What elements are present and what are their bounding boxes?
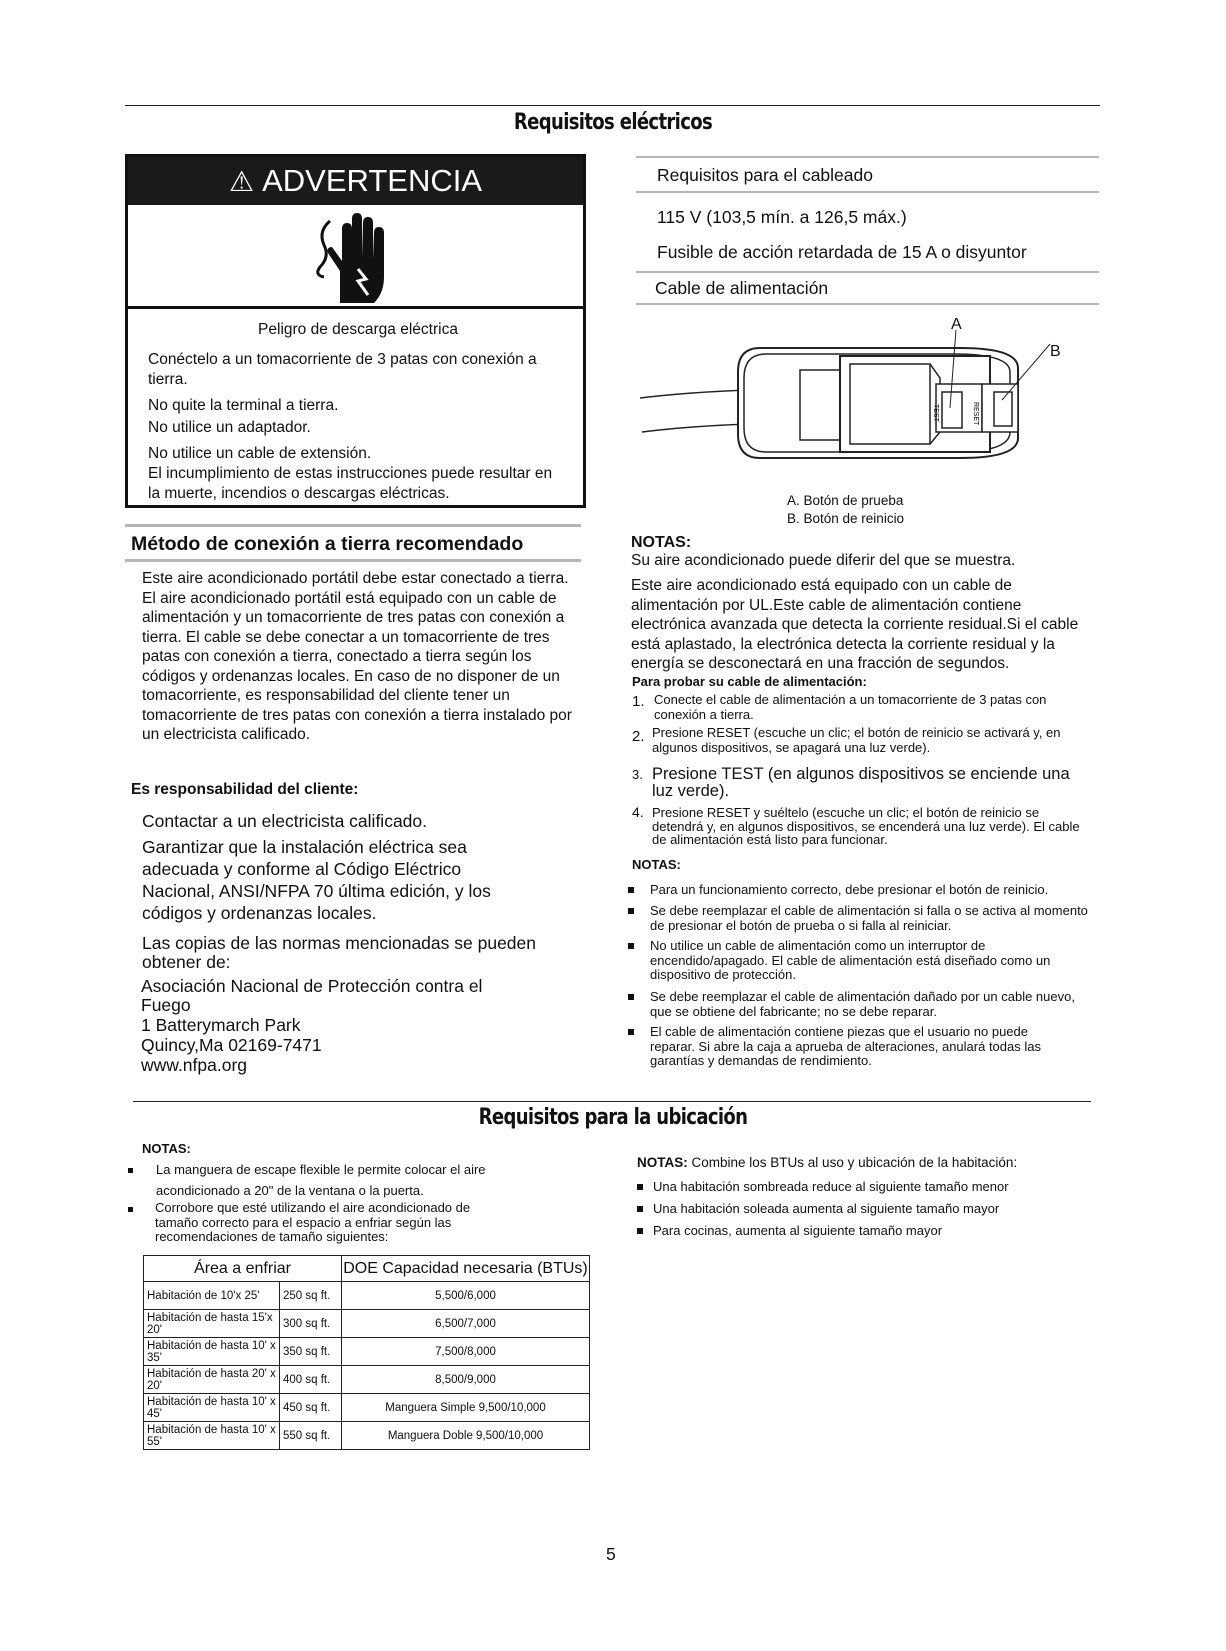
fuse-text: Fusible de acción retardada de 15 A o disyuntor bbox=[657, 242, 1027, 262]
wiring-bar bbox=[636, 156, 1099, 158]
bullet-square-icon bbox=[637, 1228, 643, 1234]
warning-body bbox=[148, 320, 568, 510]
bullet-square-icon bbox=[128, 1207, 133, 1212]
notes-line: Su aire acondicionado puede diferir del que se muestra. bbox=[631, 552, 1016, 569]
bullet-square-icon bbox=[628, 994, 634, 1000]
table-row bbox=[144, 1422, 590, 1450]
notes-heading-2: NOTAS: bbox=[632, 857, 681, 872]
btu-cell: 6,500/7,000 bbox=[342, 1310, 590, 1338]
warning-box bbox=[125, 154, 586, 508]
bullet-text: No utilice un cable de alimentación como un interruptor de encendido/apagado. El cable de alimentación está diseñado como un dispositivo de protección. bbox=[650, 938, 1051, 982]
grounding-heading: Método de conexión a tierra recomendado bbox=[131, 533, 524, 555]
btu-cell: 8,500/9,000 bbox=[342, 1366, 590, 1394]
bullet-square-icon bbox=[628, 1029, 634, 1035]
right-notes-text: Combine los BTUs al uso y ubicación de la habitación: bbox=[691, 1155, 1018, 1170]
btu-cell: 5,500/6,000 bbox=[342, 1282, 590, 1310]
btu-cell: Manguera Doble 9,500/10,000 bbox=[342, 1422, 590, 1450]
bullet-text: El cable de alimentación contiene piezas que el usuario no puede reparar. Si abre la caja a aprueba de alteraciones, anulará todas las garantías y demandas de rendimiento. bbox=[650, 1024, 1041, 1068]
table-row bbox=[144, 1338, 590, 1366]
warning-line: No quite la terminal a tierra. bbox=[148, 397, 339, 414]
btu-cell: Manguera Simple 9,500/10,000 bbox=[342, 1394, 590, 1422]
location-notes-heading: NOTAS: bbox=[142, 1141, 191, 1156]
voltage-text: 115 V (103,5 mín. a 126,5 máx.) bbox=[657, 207, 907, 227]
grounding-paragraph: Este aire acondicionado portátil debe estar conectado a tierra. El aire acondicionado portátil está equipado con un cable de alimentación y un tomacorriente de tres patas con conexión a tierra. El cable se debe conectar a un tomacorriente de tres patas con conexión a tierra, conectado a tierra según los códigos y ordenanzas locales. En caso de no disponer de un tomacorriente, es responsabilidad del cliente tener un tomacorriente de tres patas con conexión a tierra instalado por un electricista calificado. bbox=[142, 570, 572, 743]
location-rule bbox=[133, 1101, 1091, 1102]
bullet-text: La manguera de escape flexible le permite colocar el aire acondicionado a 20" de la ventana o la puerta. bbox=[156, 1162, 486, 1198]
grounding-top-bar bbox=[125, 524, 581, 527]
warning-icon-area bbox=[128, 205, 583, 309]
top-rule bbox=[125, 105, 1100, 106]
step-text: Conecte el cable de alimentación a un tomacorriente de 3 patas con conexión a tierra. bbox=[654, 692, 1047, 722]
room-cell: Habitación de hasta 10' x 45' bbox=[144, 1394, 280, 1422]
bullet-text: Corrobore que esté utilizando el aire acondicionado de tamaño correcto para el espacio a enfriar según las recomendaciones de tamaño siguientes: bbox=[155, 1200, 471, 1244]
notes-heading: NOTAS: bbox=[631, 534, 692, 551]
area-cell: 300 sq ft. bbox=[280, 1310, 342, 1338]
area-cell: 450 sq ft. bbox=[280, 1394, 342, 1422]
room-cell: Habitación de hasta 10' x 55' bbox=[144, 1422, 280, 1450]
address-line: Fuego bbox=[141, 995, 191, 1015]
table-row bbox=[144, 1310, 590, 1338]
warning-header bbox=[128, 157, 583, 205]
table-header-capacity: DOE Capacidad necesaria (BTUs) bbox=[342, 1256, 590, 1282]
warning-line: El incumplimiento de estas instrucciones puede resultar en la muerte, incendios o descargas eléctricas. bbox=[148, 465, 553, 502]
wiring-bar bbox=[636, 303, 1099, 305]
page-number: 5 bbox=[606, 1544, 616, 1564]
test-button-label: TEST bbox=[932, 404, 939, 422]
wiring-bar bbox=[636, 271, 1099, 273]
electric-shock-hand-icon bbox=[314, 211, 394, 311]
grounding-bottom-bar bbox=[125, 559, 581, 562]
reset-button-label: RESET bbox=[972, 402, 979, 426]
btu-cell: 7,500/8,000 bbox=[342, 1338, 590, 1366]
table-header-area: Área a enfriar bbox=[144, 1256, 342, 1282]
step-text: Presione TEST (en algunos dispositivos se enciende una luz verde). bbox=[652, 765, 1070, 800]
location-right-notes bbox=[637, 1155, 1097, 1170]
responsibility-item: Contactar a un electricista calificado. bbox=[142, 811, 427, 831]
label-a: A bbox=[951, 316, 962, 333]
address-line: Asociación Nacional de Protección contra el bbox=[141, 976, 483, 996]
area-cell: 350 sq ft. bbox=[280, 1338, 342, 1366]
notes-paragraph: Este aire acondicionado está equipado con un cable de alimentación por UL.Este cable de alimentación contiene electrónica avanzada que detecta la corriente residual.Si el cable está aplastado, la electrónica detecta la corriente residual y la energía se desconectará en una fracción de segundos. bbox=[631, 577, 1079, 672]
power-plug-diagram bbox=[630, 312, 1070, 487]
step-text: Presione RESET (escuche un clic; el botón de reinicio se activará y, en algunos dispositivos, se apagará una luz verde). bbox=[652, 725, 1061, 755]
test-heading: Para probar su cable de alimentación: bbox=[632, 674, 867, 689]
power-cord-heading: Cable de alimentación bbox=[655, 278, 829, 298]
room-cell: Habitación de hasta 20' x 20' bbox=[144, 1366, 280, 1394]
section-title-electrical: Requisitos eléctricos bbox=[513, 110, 713, 135]
caption-test-button: A. Botón de prueba bbox=[787, 493, 904, 508]
warning-triangle-icon: ⚠ bbox=[228, 166, 255, 197]
step-number: 1. bbox=[632, 693, 645, 710]
responsibility-heading: Es responsabilidad del cliente: bbox=[131, 781, 359, 798]
step-number: 2. bbox=[632, 728, 645, 745]
table-header-row bbox=[144, 1256, 590, 1282]
bullet-text: Se debe reemplazar el cable de alimentación dañado por un cable nuevo, que se obtiene del fabricante; no se debe reparar. bbox=[650, 989, 1075, 1019]
wiring-heading: Requisitos para el cableado bbox=[657, 165, 873, 185]
bullet-text: Una habitación sombreada reduce al siguiente tamaño menor bbox=[653, 1179, 1009, 1194]
warning-line: No utilice un cable de extensión. bbox=[148, 445, 372, 462]
table-row bbox=[144, 1394, 590, 1422]
bullet-square-icon bbox=[628, 943, 634, 949]
area-cell: 250 sq ft. bbox=[280, 1282, 342, 1310]
table-row bbox=[144, 1366, 590, 1394]
warning-line: Conéctelo a un tomacorriente de 3 patas con conexión a tierra. bbox=[148, 351, 537, 388]
warning-title: ADVERTENCIA bbox=[262, 163, 483, 198]
bullet-text: Una habitación soleada aumenta al siguiente tamaño mayor bbox=[653, 1201, 1000, 1216]
bullet-square-icon bbox=[637, 1184, 643, 1190]
section-title-location: Requisitos para la ubicación bbox=[478, 1105, 748, 1130]
address-line: 1 Batterymarch Park bbox=[141, 1015, 301, 1035]
area-cell: 400 sq ft. bbox=[280, 1366, 342, 1394]
area-cell: 550 sq ft. bbox=[280, 1422, 342, 1450]
wiring-bar bbox=[636, 191, 1099, 193]
warning-subtitle: Peligro de descarga eléctrica bbox=[258, 321, 458, 338]
step-number: 4. bbox=[632, 804, 644, 820]
right-notes-label: NOTAS: bbox=[637, 1155, 688, 1170]
room-cell: Habitación de hasta 15'x 20' bbox=[144, 1310, 280, 1338]
caption-reset-button: B. Botón de reinicio bbox=[787, 511, 905, 526]
bullet-square-icon bbox=[637, 1206, 643, 1212]
step-number: 3. bbox=[632, 767, 643, 782]
bullet-square-icon bbox=[628, 887, 634, 893]
warning-line: No utilice un adaptador. bbox=[148, 419, 311, 436]
bullet-text: Para un funcionamiento correcto, debe presionar el botón de reinicio. bbox=[650, 882, 1049, 897]
bullet-text: Se debe reemplazar el cable de alimentación si falla o se activa al momento de presionar el botón de prueba o si falla al reiniciar. bbox=[650, 903, 1088, 933]
address-link[interactable]: www.nfpa.org bbox=[141, 1055, 248, 1075]
responsibility-item: Garantizar que la instalación eléctrica sea adecuada y conforme al Código Eléctrico Nacional, ANSI/NFPA 70 última edición, y los códigos y ordenanzas locales. bbox=[142, 837, 491, 923]
bullet-square-icon bbox=[628, 908, 634, 914]
label-b: B bbox=[1050, 343, 1061, 360]
room-cell: Habitación de 10'x 25' bbox=[144, 1282, 280, 1310]
copies-text: Las copias de las normas mencionadas se pueden obtener de: bbox=[142, 933, 536, 972]
bullet-square-icon bbox=[128, 1168, 133, 1173]
room-cell: Habitación de hasta 10' x 35' bbox=[144, 1338, 280, 1366]
step-text: Presione RESET y suéltelo (escuche un clic; el botón de reinicio se detendrá y, en algunos dispositivos, se encenderá una luz verde). El cable de alimentación está listo para funcionar. bbox=[652, 805, 1080, 847]
bullet-text: Para cocinas, aumenta al siguiente tamaño mayor bbox=[653, 1223, 943, 1238]
table-row bbox=[144, 1282, 590, 1310]
address-line: Quincy,Ma 02169-7471 bbox=[141, 1035, 322, 1055]
btu-table bbox=[143, 1255, 590, 1450]
